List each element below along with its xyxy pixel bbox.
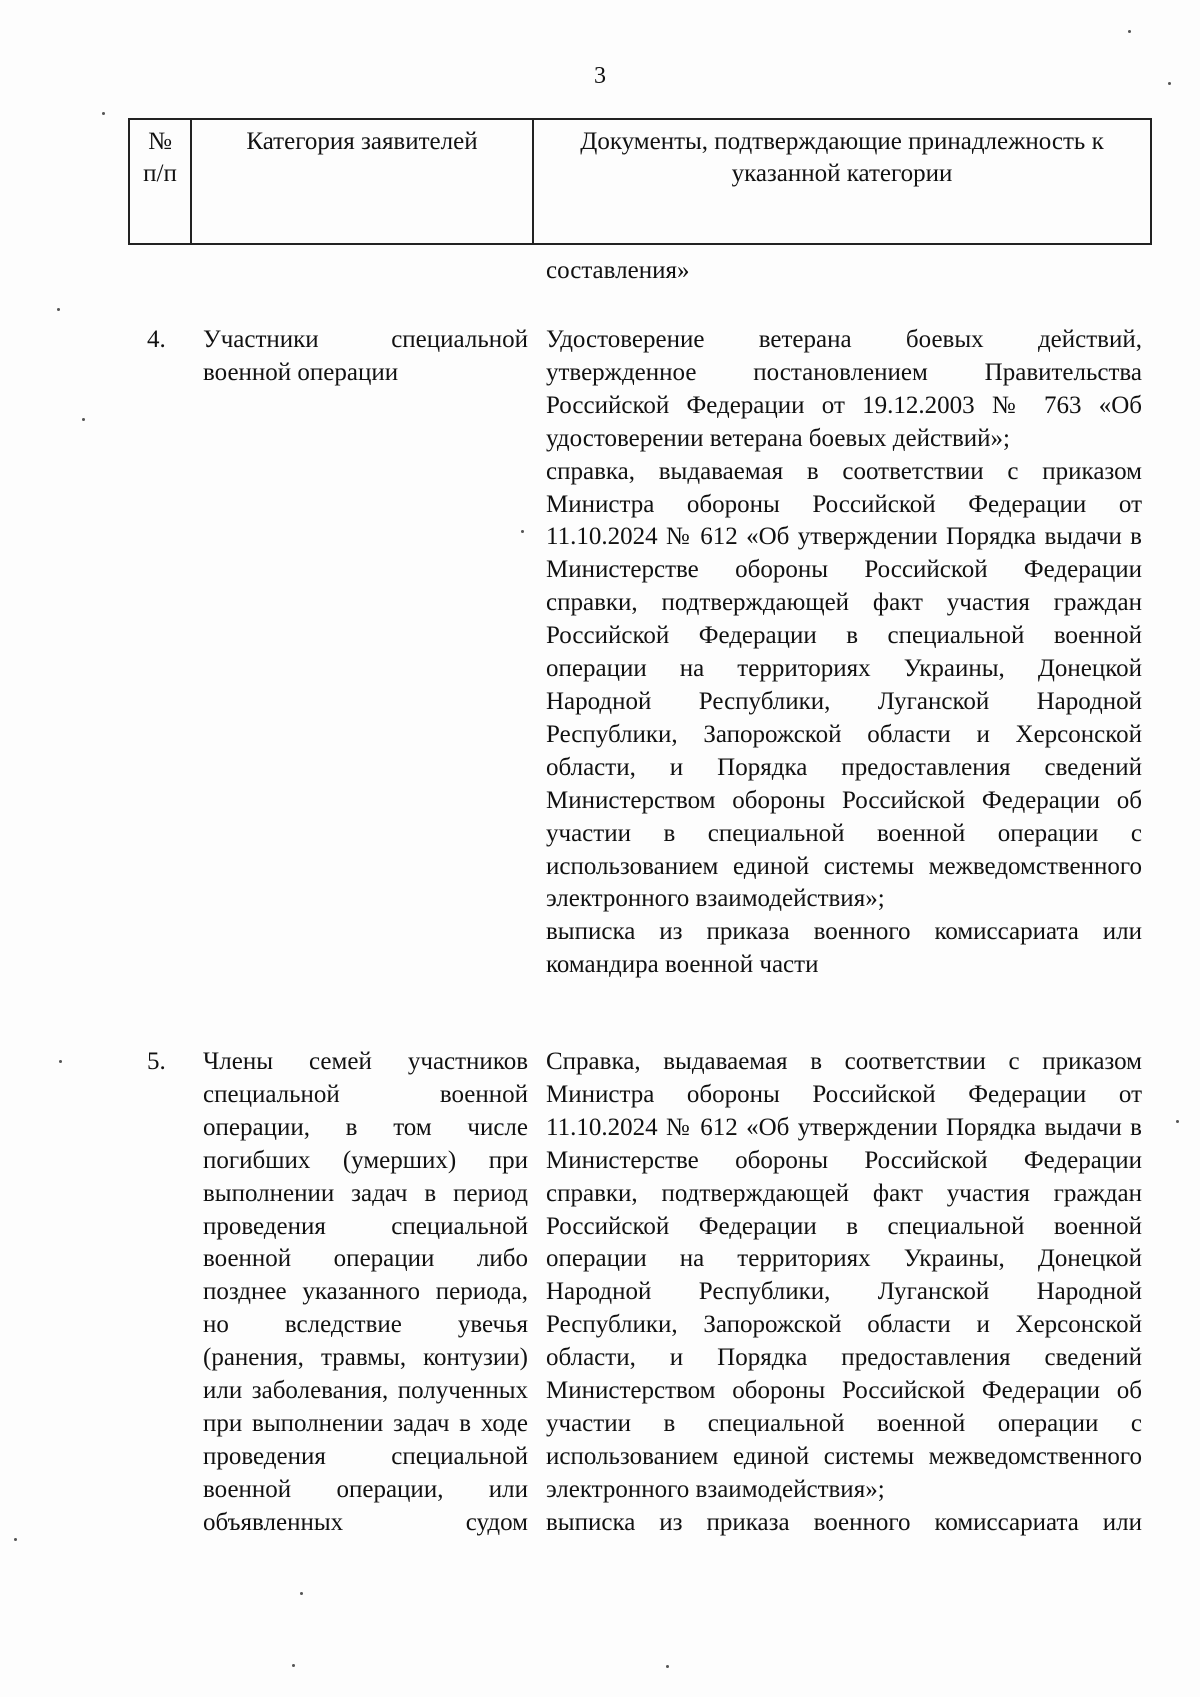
row-category: Участники специальной военной операции xyxy=(203,326,528,386)
document-item: выписка из приказа военного комиссариата или командира военной части xyxy=(546,918,1142,979)
document-item: Удостоверение ветерана боевых действий, утвержденное постановлением Правительства Российской Федерации от 19.12.2003 № 763 «Об удостоверении ветерана боевых действий»; xyxy=(546,326,1142,452)
scan-speck xyxy=(102,112,105,115)
scan-speck xyxy=(59,1060,62,1063)
row-category: Члены семей участников специальной военной операции, в том числе погибших (умерших) при выполнении задач в период проведения специальной военной операции либо позднее указанного периода, но вследствие увечья (ранения, травмы, контузии) или заболевания, полученных при выполнении задач в ходе проведения специальной военной операции, или объявленных судом xyxy=(203,1048,528,1536)
scan-speck xyxy=(1168,82,1171,85)
scan-speck xyxy=(14,1538,17,1541)
page-number: 3 xyxy=(594,63,606,89)
column-header-number: № п/п xyxy=(129,119,191,244)
document-item: справка, выдаваемая в соответствии с приказом Министра обороны Российской Федерации от 11.10.2024 № 612 «Об утверждении Порядка выдачи в Министерстве обороны Российской Федерации справки, подтверждающей факт участия граждан Российской Федерации в специальной военной операции на территориях Украины, Донецкой Народной Республики, Луганской Народной Республики, Запорожской области и Херсонской области, и Порядка предоставления сведений Министерством обороны Российской Федерации об участии в специальной военной операции с использованием единой системы межведомственного электронного взаимодействия»; xyxy=(546,457,1142,913)
row-documents xyxy=(546,324,1142,982)
row-number: 5. xyxy=(147,1048,166,1075)
scan-speck xyxy=(300,1592,303,1595)
document-item: выписка из приказа военного комиссариата или xyxy=(546,1508,1142,1536)
row-documents xyxy=(546,1046,1142,1540)
scan-speck xyxy=(1128,30,1131,33)
column-header-documents: Документы, подтверждающие принадлежность к указанной категории xyxy=(533,119,1151,244)
scan-speck xyxy=(1176,1120,1179,1123)
continuation-text: составления» xyxy=(546,257,690,284)
scan-speck xyxy=(666,1665,669,1668)
document-item: Справка, выдаваемая в соответствии с приказом Министра обороны Российской Федерации от 11.10.2024 № 612 «Об утверждении Порядка выдачи в Министерстве обороны Российской Федерации справки, подтверждающей факт участия граждан Российской Федерации в специальной военной операции на территориях Украины, Донецкой Народной Республики, Луганской Народной Республики, Запорожской области и Херсонской области, и Порядка предоставления сведений Министерством обороны Российской Федерации об участии в специальной военной операции с использованием единой системы межведомственного электронного взаимодействия»; xyxy=(546,1048,1142,1503)
scan-speck xyxy=(57,308,60,311)
scan-speck xyxy=(82,418,85,421)
scan-speck xyxy=(292,1664,295,1667)
row-number: 4. xyxy=(147,326,166,353)
table-header xyxy=(128,118,1152,245)
column-header-category: Категория заявителей xyxy=(191,119,533,244)
scan-speck xyxy=(521,530,524,533)
